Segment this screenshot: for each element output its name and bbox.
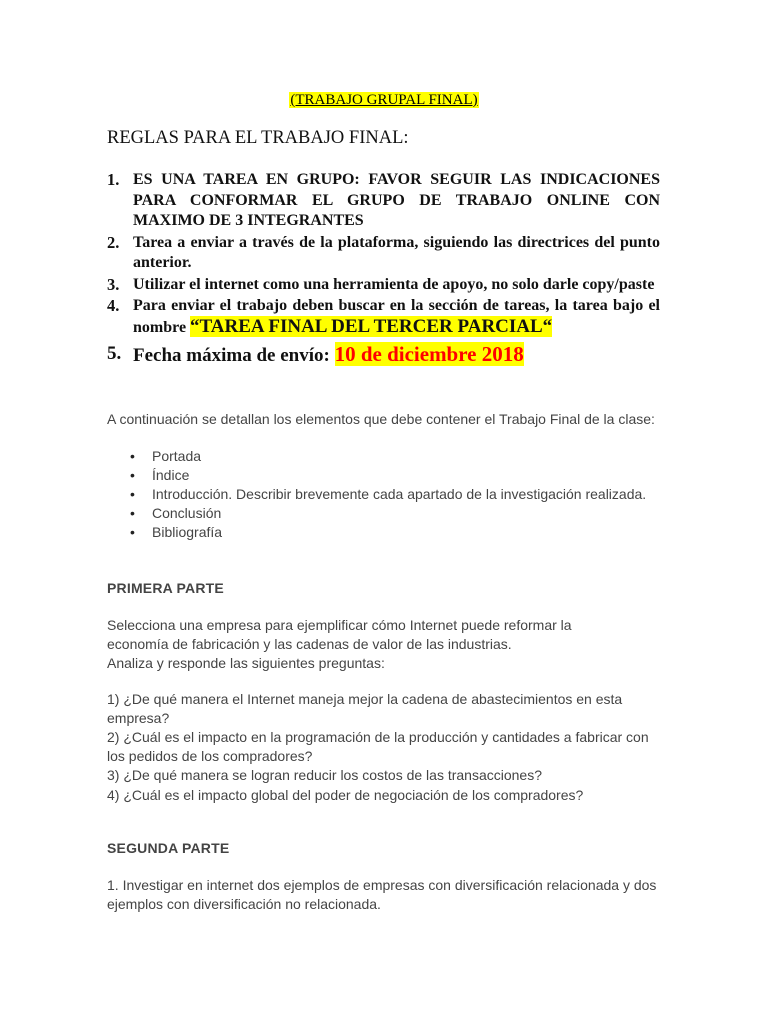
rules-heading: REGLAS PARA EL TRABAJO FINAL:: [107, 128, 409, 148]
part1-intro: Selecciona una empresa para ejemplificar cómo Internet puede reformar la economía de fabricación y las cadenas de valor de las industrias.: [107, 617, 572, 652]
rule-text: ES UNA TAREA EN GRUPO: FAVOR SEGUIR LAS INDICACIONES PARA CONFORMAR EL GRUPO DE TRABAJO ONLINE CON MAXIMO DE 3 INTEGRANTES: [133, 171, 660, 229]
part2-item: 1. Investigar en internet dos ejemplos de empresas con diversificación relacionada y dos ejemplos con diversificación no relacionada.: [107, 877, 657, 912]
rule-number: 4.: [107, 296, 120, 315]
list-item: • Bibliografía: [130, 523, 660, 542]
rule-number: 1.: [107, 170, 120, 189]
document-title-text: (TRABAJO GRUPAL FINAL): [290, 92, 478, 108]
rules-list: [107, 170, 660, 368]
question-item: 3) ¿De qué manera se logran reducir los costos de las transacciones?: [107, 767, 542, 783]
part2-heading: SEGUNDA PARTE: [107, 840, 230, 856]
rule-item: [107, 296, 660, 338]
list-item: • Índice: [130, 466, 660, 485]
elements-intro: A continuación se detallan los elementos que debe contener el Trabajo Final de la clase:: [107, 411, 655, 427]
question-item: 1) ¿De qué manera el Internet maneja mejor la cadena de abastecimientos en esta empresa?: [107, 691, 623, 726]
rule-number: 3.: [107, 274, 120, 294]
rule-item: [107, 170, 660, 232]
question-item: 4) ¿Cuál es el impacto global del poder de negociación de los compradores?: [107, 787, 584, 803]
rule-number: 5.: [107, 343, 122, 364]
task-name-highlight: “TAREA FINAL DEL TERCER PARCIAL“: [190, 315, 553, 337]
elements-list: [130, 447, 660, 542]
list-item: • Introducción. Describir brevemente cada apartado de la investigación realizada.: [130, 485, 660, 504]
part1-heading: PRIMERA PARTE: [107, 580, 224, 596]
rule-item: [107, 233, 660, 274]
list-item: • Portada: [130, 447, 660, 466]
rule-number: 2.: [107, 232, 120, 252]
rule-text: Fecha máxima de envío:: [133, 345, 335, 366]
rule-item: [107, 275, 660, 296]
rule-text: Tarea a enviar a través de la plataforma, siguiendo las directrices del punto anterior.: [133, 233, 660, 271]
rule-text: Utilizar el internet como una herramienta de apoyo, no solo darle copy/paste: [133, 275, 655, 293]
list-item: • Conclusión: [130, 504, 660, 523]
part1-instruction: Analiza y responde las siguientes preguntas:: [107, 655, 385, 671]
question-item: 2) ¿Cuál es el impacto en la programación de la producción y cantidades a fabricar con los pedidos de los compradores?: [107, 729, 649, 764]
rule-item: [107, 344, 660, 368]
rule-text: Para enviar el trabajo deben buscar en la sección de tareas, la tarea bajo el nombre: [133, 297, 660, 336]
document-title: [0, 92, 768, 109]
deadline-highlight: 10 de diciembre 2018: [334, 342, 524, 366]
